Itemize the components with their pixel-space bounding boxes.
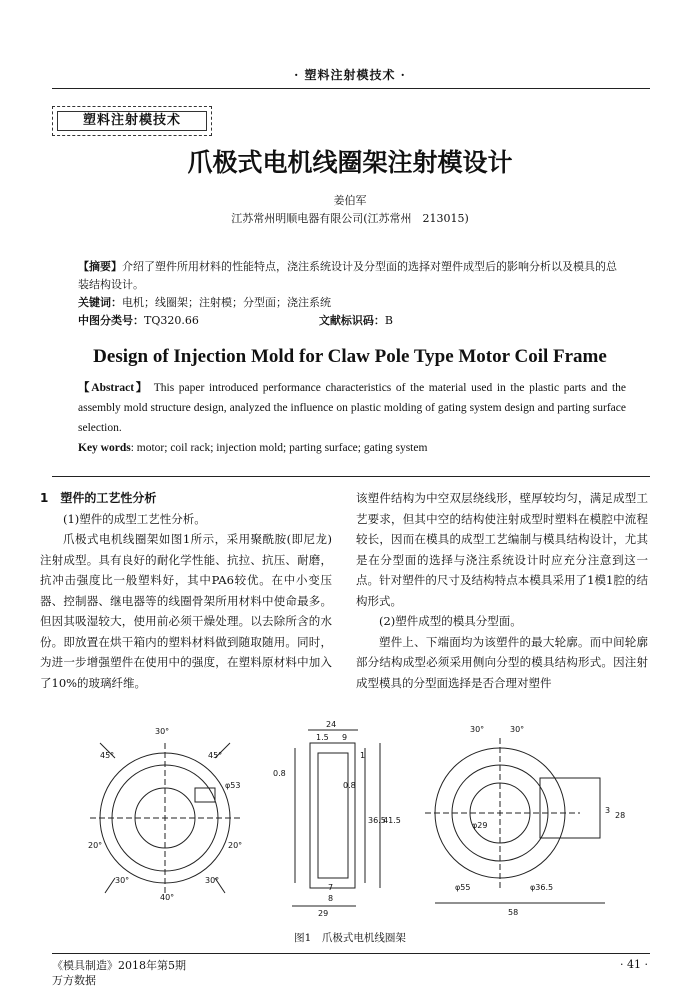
section-view (292, 730, 380, 906)
keywords-en-value: : motor; coil rack; injection mold; parting surface; gating system (130, 442, 428, 454)
dim-20-left: 20° (88, 841, 103, 850)
figure-1-drawing (60, 718, 660, 918)
dim-phi53: φ53 (225, 781, 241, 790)
left-view (90, 743, 243, 893)
dim-20-right: 20° (228, 841, 243, 850)
dim-7: 7 (328, 883, 334, 892)
dim-36-5: 36.5 (368, 816, 386, 825)
subsection-2: (2)塑件成型的模具分型面。 (379, 614, 522, 628)
clc-value: TQ320.66 (144, 314, 199, 327)
subsection-1: (1)塑件的成型工艺性分析。 (63, 511, 206, 526)
dim-28: 28 (615, 811, 626, 820)
abstract-rule (52, 476, 650, 477)
dim-8: 8 (328, 894, 334, 903)
column-tag-label: 塑料注射模技术 (57, 111, 207, 131)
keywords-en-label: Key words (78, 442, 131, 454)
dim-1: 1 (360, 751, 366, 760)
abstract-cn-label: 【摘要】 (78, 260, 122, 273)
dim-30-bl: 30° (115, 876, 130, 885)
classification-row (78, 312, 626, 330)
abstract-en-body: This paper introduced performance characteristics of the material used in the plastic parts and the assembly mold structure design, analyzed the influence on plastic molding of gating system design and parting surface selection. (78, 382, 627, 434)
footer-rule (52, 953, 650, 954)
doccode-label: 文献标识码： (318, 314, 385, 327)
dim-30-br: 30° (205, 876, 220, 885)
dim-29: 29 (318, 909, 329, 918)
keywords-cn-value: 电机；线圈架；注射模；分型面；浇注系统 (122, 296, 331, 309)
body-column-left (40, 488, 332, 693)
clc-label: 中图分类号： (78, 314, 144, 327)
affiliation: 江苏常州明顺电器有限公司(江苏常州 213015) (231, 212, 469, 225)
dim-45-right: 45° (208, 751, 223, 760)
keywords-en (78, 438, 626, 458)
dim-58: 58 (508, 908, 519, 917)
dim-30-r-left: 30° (470, 725, 485, 734)
author: 姜伯军 (333, 194, 367, 207)
dim-0-8-b: 0.8 (343, 781, 356, 790)
doccode-value: B (384, 314, 393, 327)
dim-1-5: 1.5 (316, 733, 329, 742)
dim-0-8-a: 0.8 (273, 769, 286, 778)
dim-9: 9 (342, 733, 348, 742)
footer-left (52, 958, 186, 988)
figure-caption: 图1 爪极式电机线圈架 (294, 932, 406, 944)
keywords-cn-label: 关键词： (78, 296, 122, 309)
abstract-en-label: 【Abstract】 (78, 382, 150, 394)
paragraph-2: 该塑件结构为中空双层绕线形，壁厚较均匀，满足成型工艺要求，但其中空的结构使注射成型时塑料在模腔中流程较长，因而在模具的成型工艺编制与模具结构设计，尤其是在分型面的选择与浇注系统设计时应充分注意到这一点。针对塑件的尺寸及结构特点本模具采用了1模1腔的结构形式。 (356, 491, 648, 608)
dim-30-r-right: 30° (510, 725, 525, 734)
dim-30-top: 30° (155, 727, 170, 736)
keywords-cn (78, 294, 626, 312)
dim-phi55: φ55 (455, 883, 471, 892)
body-column-right (356, 488, 648, 693)
column-tag (52, 106, 212, 136)
running-header: · 塑料注射模技术 · (294, 68, 406, 82)
abstract-cn (78, 258, 626, 330)
dim-24: 24 (326, 720, 337, 729)
header-rule (52, 88, 650, 89)
dim-45-left: 45° (100, 751, 115, 760)
dim-phi36-5: φ36.5 (530, 883, 554, 892)
right-tab (540, 778, 600, 838)
article-title: 爪极式电机线圈架注射模设计 (187, 148, 513, 177)
right-view (425, 738, 605, 903)
abstract-en-text (78, 378, 626, 438)
side-tab (195, 788, 215, 802)
section-1-heading: 1 塑件的工艺性分析 (40, 491, 157, 505)
dim-40: 40° (160, 893, 175, 902)
journal-issue: 《模具制造》2018年第5期 (52, 959, 186, 972)
dim-3: 3 (605, 806, 611, 815)
dim-phi29: φ29 (472, 821, 488, 830)
abstract-cn-body: 介绍了塑件所用材料的性能特点，浇注系统设计及分型面的选择对塑件成型后的影响分析以及模具的总装结构设计。 (78, 260, 617, 291)
section-core (318, 753, 348, 878)
paragraph-1: 爪极式电机线圈架如图1所示，采用聚酰胺(即尼龙)注射成型。具有良好的耐化学性能、抗拉、抗压、耐磨，抗冲击强度比一般塑料好，其中PA6较优。在中小变压器、控制器、继电器等的线圈骨架所用材料中使命最多。但因其吸湿较大，使用前必须干燥处理。以去除所含的水份。即放置在烘干箱内的塑料材料做到随取随用。同时，为进一步增强塑件在使用中的强度，在塑料原材料中加入了10%的玻璃纤维。 (40, 532, 332, 690)
abstract-cn-text (78, 258, 626, 294)
database-mark: 万方数据 (52, 974, 96, 987)
article-title-en: Design of Injection Mold for Claw Pole Type Motor Coil Frame (93, 346, 607, 367)
paragraph-3: 塑件上、下端面均为该塑件的最大轮廓。而中间轮廓部分结构成型必须采用侧向分型的模具结构形式。因注射成型模具的分型面选择是否合理对塑件 (356, 634, 648, 690)
page-number: · 41 · (620, 958, 648, 971)
dim-41-5: 41.5 (383, 816, 401, 825)
abstract-en (78, 378, 626, 458)
